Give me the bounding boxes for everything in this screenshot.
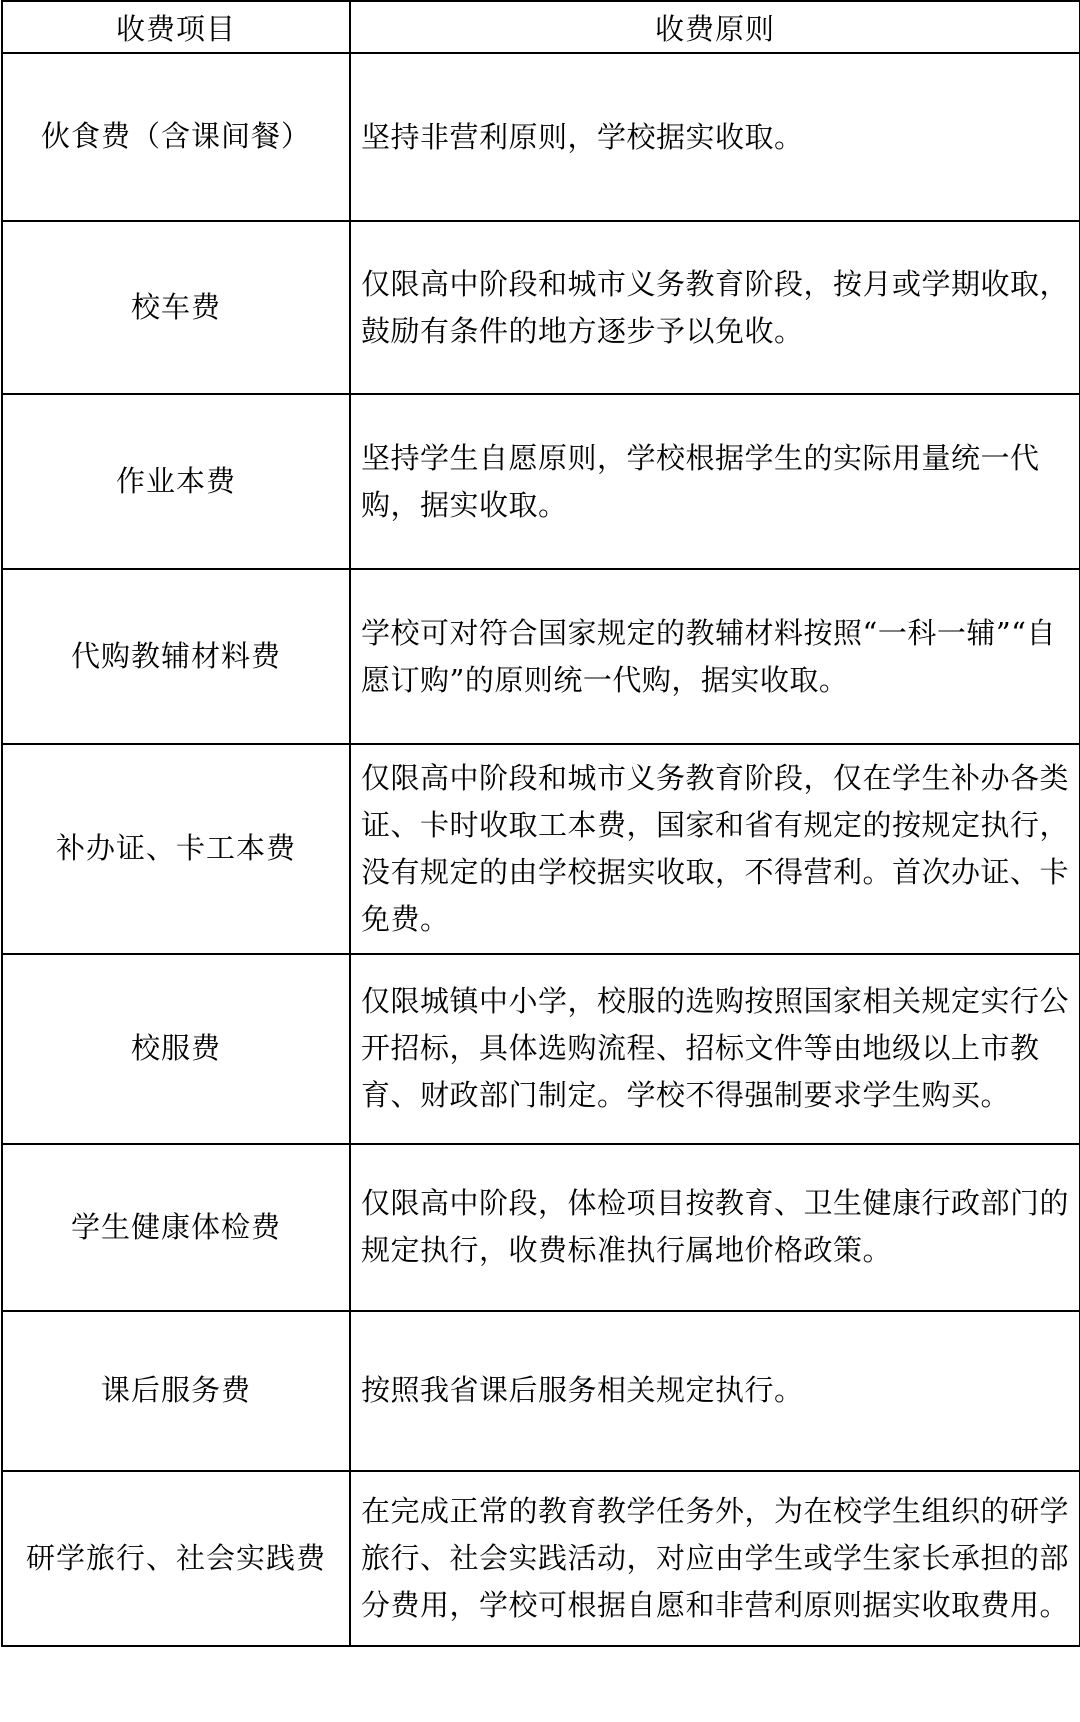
fee-item-name: 学生健康体检费 <box>2 1144 350 1311</box>
fee-item-name: 伙食费（含课间餐） <box>2 53 350 221</box>
table-row <box>2 394 1080 569</box>
fee-standards-table <box>1 0 1080 1647</box>
table-row <box>2 569 1080 744</box>
fee-item-name: 校车费 <box>2 221 350 394</box>
fee-item-name: 代购教辅材料费 <box>2 569 350 744</box>
fee-rule-text: 在完成正常的教育教学任务外，为在校学生组织的研学旅行、社会实践活动，对应由学生或学生家长承担的部分费用，学校可根据自愿和非营利原则据实收取费用。 <box>350 1471 1080 1646</box>
fee-rule-text: 仅限高中阶段和城市义务教育阶段，仅在学生补办各类证、卡时收取工本费，国家和省有规定的按规定执行，没有规定的由学校据实收取，不得营利。首次办证、卡免费。 <box>350 744 1080 954</box>
fee-item-name: 补办证、卡工本费 <box>2 744 350 954</box>
fee-item-name: 校服费 <box>2 954 350 1144</box>
fee-rule-text: 坚持非营利原则，学校据实收取。 <box>350 53 1080 221</box>
fee-rule-text: 坚持学生自愿原则，学校根据学生的实际用量统一代购，据实收取。 <box>350 394 1080 569</box>
column-header-item: 收费项目 <box>2 1 350 53</box>
fee-item-name: 作业本费 <box>2 394 350 569</box>
fee-rule-text: 仅限高中阶段，体检项目按教育、卫生健康行政部门的规定执行，收费标准执行属地价格政策。 <box>350 1144 1080 1311</box>
table-row <box>2 1144 1080 1311</box>
fee-rule-text: 按照我省课后服务相关规定执行。 <box>350 1311 1080 1471</box>
table-row <box>2 1311 1080 1471</box>
table-row <box>2 221 1080 394</box>
fee-rule-text: 仅限城镇中小学，校服的选购按照国家相关规定实行公开招标，具体选购流程、招标文件等由地级以上市教育、财政部门制定。学校不得强制要求学生购买。 <box>350 954 1080 1144</box>
table-row <box>2 53 1080 221</box>
table-header-row <box>2 1 1080 53</box>
fee-rule-text: 学校可对符合国家规定的教辅材料按照“一科一辅”“自愿订购”的原则统一代购，据实收取。 <box>350 569 1080 744</box>
table-row <box>2 1471 1080 1646</box>
column-header-rule: 收费原则 <box>350 1 1080 53</box>
fee-item-name: 研学旅行、社会实践费 <box>2 1471 350 1646</box>
fee-rule-text: 仅限高中阶段和城市义务教育阶段，按月或学期收取，鼓励有条件的地方逐步予以免收。 <box>350 221 1080 394</box>
table-row <box>2 744 1080 954</box>
fee-item-name: 课后服务费 <box>2 1311 350 1471</box>
table-row <box>2 954 1080 1144</box>
